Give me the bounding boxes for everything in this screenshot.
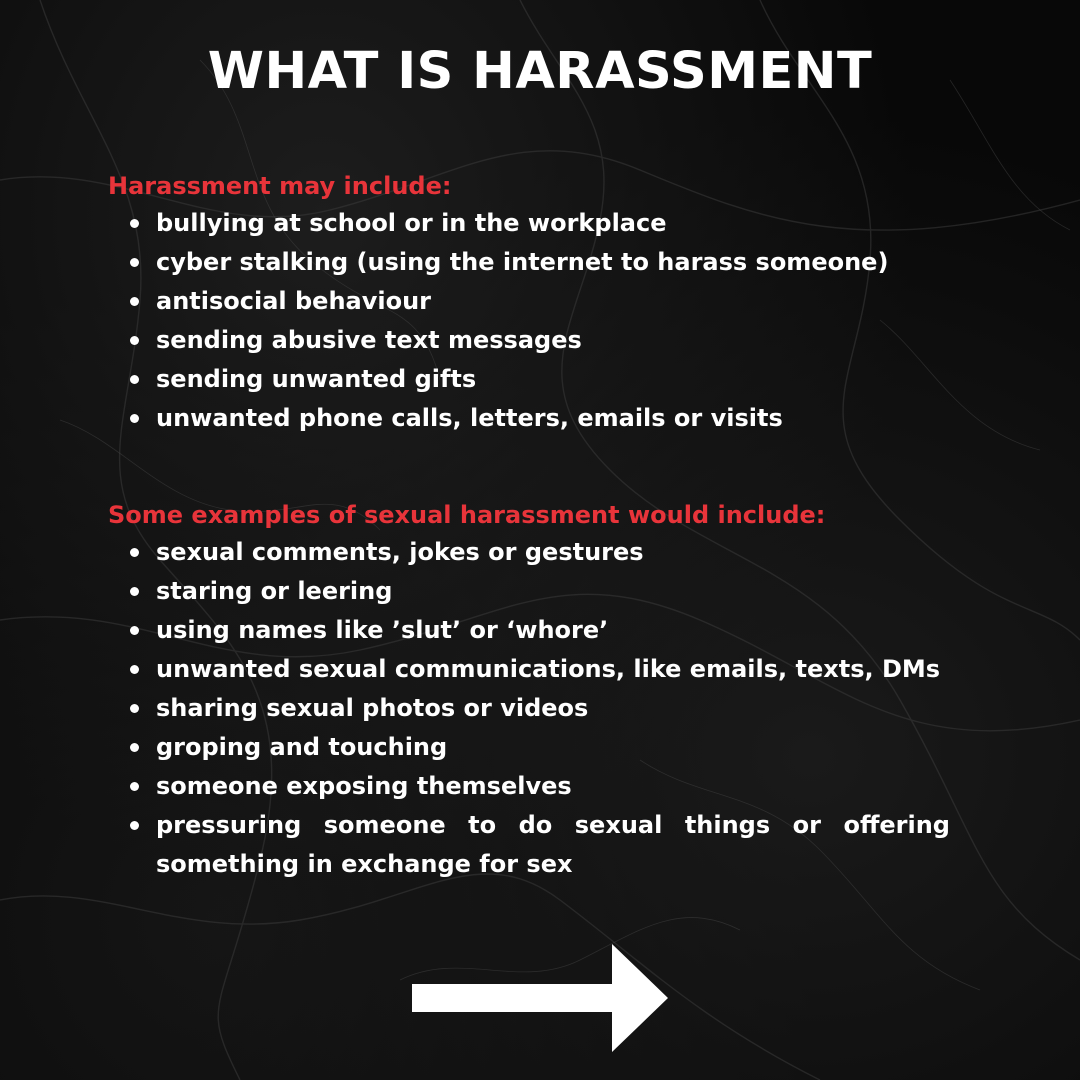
list-item xyxy=(108,204,950,243)
list-item xyxy=(108,399,950,438)
list-item xyxy=(108,767,950,806)
list-item xyxy=(108,611,950,650)
list-item-text: someone exposing themselves xyxy=(156,772,572,800)
list-item xyxy=(108,689,950,728)
bullet-icon xyxy=(130,336,139,345)
list-item xyxy=(108,321,950,360)
list-item xyxy=(108,650,950,689)
sexual-harassment-list xyxy=(108,533,950,884)
list-item-text: using names like ’slut’ or ‘whore’ xyxy=(156,616,609,644)
bullet-icon xyxy=(130,219,139,228)
list-item xyxy=(108,533,950,572)
bullet-icon xyxy=(130,704,139,713)
bullet-icon xyxy=(130,782,139,791)
list-item-text: unwanted phone calls, letters, emails or visits xyxy=(156,404,783,432)
list-item xyxy=(108,282,950,321)
list-item-text: sending abusive text messages xyxy=(156,326,582,354)
bullet-icon xyxy=(130,665,139,674)
list-item-text: sending unwanted gifts xyxy=(156,365,477,393)
harassment-list xyxy=(108,204,950,438)
section-heading-sexual-harassment: Some examples of sexual harassment would include: xyxy=(108,501,826,529)
bullet-icon xyxy=(130,375,139,384)
bullet-icon xyxy=(130,414,139,423)
bullet-icon xyxy=(130,743,139,752)
list-item xyxy=(108,728,950,767)
harassment-section xyxy=(108,168,950,438)
list-item-text: groping and touching xyxy=(156,733,448,761)
page-title: WHAT IS HARASSMENT xyxy=(207,42,873,101)
list-item-text: cyber stalking (using the internet to harass someone) xyxy=(156,248,889,276)
list-item-text: sexual comments, jokes or gestures xyxy=(156,538,644,566)
list-item-text: staring or leering xyxy=(156,577,393,605)
bullet-icon xyxy=(130,258,139,267)
list-item xyxy=(108,243,950,282)
bullet-icon xyxy=(130,548,139,557)
bullet-icon xyxy=(130,587,139,596)
list-item xyxy=(108,360,950,399)
bullet-icon xyxy=(130,297,139,306)
list-item-text: unwanted sexual communications, like emails, texts, DMs xyxy=(156,655,941,683)
list-item-text: pressuring someone to do sexual things or offering something in exchange for sex xyxy=(156,811,950,878)
arrow-right-icon[interactable] xyxy=(412,944,668,1052)
bullet-icon xyxy=(130,626,139,635)
list-item-text: sharing sexual photos or videos xyxy=(156,694,589,722)
list-item xyxy=(108,806,950,884)
bullet-icon xyxy=(130,821,139,830)
list-item xyxy=(108,572,950,611)
list-item-text: bullying at school or in the workplace xyxy=(156,209,667,237)
section-heading-harassment: Harassment may include: xyxy=(108,172,452,200)
list-item-text: antisocial behaviour xyxy=(156,287,432,315)
sexual-harassment-section xyxy=(108,497,950,884)
